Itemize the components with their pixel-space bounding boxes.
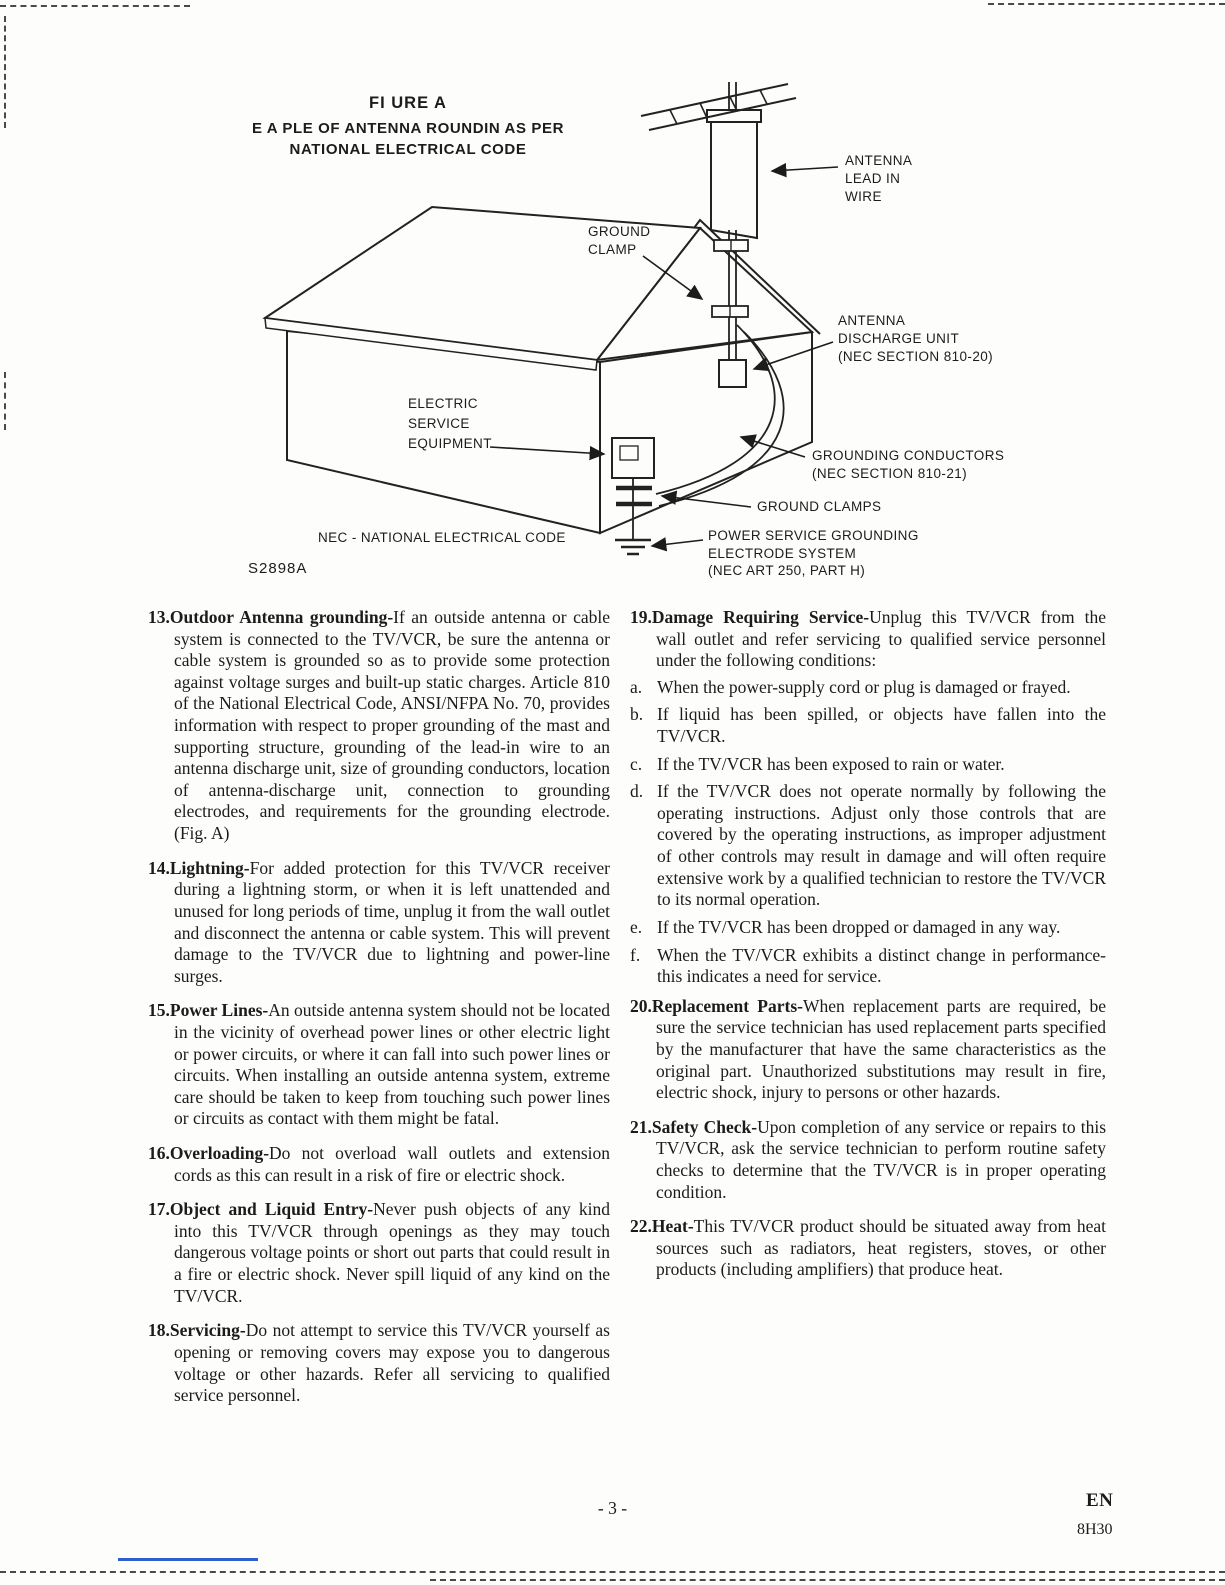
- label-ground-clamp-1: GROUND: [588, 224, 651, 239]
- label-power-service-3: (NEC ART 250, PART H): [708, 563, 866, 578]
- condition-item-f: [630, 945, 1106, 988]
- instruction-item-15: [148, 1000, 610, 1130]
- instruction-item-19: [630, 607, 1106, 988]
- footer-lang: EN: [1086, 1490, 1114, 1511]
- label-antenna-lead-in-1: ANTENNA: [845, 153, 913, 168]
- scan-mark-blue: [118, 1558, 258, 1561]
- condition-letter: d.: [630, 781, 644, 802]
- page-number: - 3 -: [597, 1498, 628, 1518]
- label-ground-clamps: GROUND CLAMPS: [757, 499, 882, 514]
- item-number: 15.: [148, 1000, 170, 1021]
- label-discharge-unit-3: (NEC SECTION 810-20): [838, 349, 994, 364]
- instruction-item-19-head: [630, 607, 1106, 672]
- label-power-service-1: POWER SERVICE GROUNDING: [708, 528, 919, 543]
- item-title: Heat-: [651, 1216, 694, 1237]
- item-title: Damage Requiring Service-: [651, 607, 870, 627]
- condition-letter: a.: [630, 676, 643, 697]
- label-antenna-lead-in-2: LEAD IN: [845, 171, 901, 186]
- instruction-item-16: [148, 1143, 610, 1186]
- instructions: [148, 607, 1106, 1420]
- figure-subtitle-line1: E A PLE OF ANTENNA ROUNDIN AS PER: [251, 120, 565, 137]
- item-text: For added protection for this TV/VCR receiver during a lightning storm, or when it is left unattended and unused for long periods of time, unplug it from the wall outlet and disconnect the antenna or cable system. This will prevent damage to the TV/VCR due to lightning and power-line surges.: [174, 857, 610, 986]
- item-title: Overloading-: [169, 1143, 270, 1164]
- antenna-discharge-unit-box: [719, 360, 746, 387]
- ground-clamp-upper: [714, 240, 748, 251]
- item-number: 16.: [148, 1143, 170, 1164]
- condition-text: When the power-supply cord or plug is damaged or frayed.: [657, 676, 1071, 697]
- item-number: 13.: [148, 607, 170, 627]
- label-ground-clamp-2: CLAMP: [588, 242, 637, 257]
- condition-letter: b.: [630, 704, 644, 725]
- item-text: Do not overload wall outlets and extension cords as this can result in a risk of fire or electric shock.: [174, 1143, 610, 1185]
- item-text: This TV/VCR product should be situated away from heat sources such as radiators, heat registers, stoves, or other products (including amplifiers) that produce heat.: [656, 1216, 1106, 1280]
- item-text: Do not attempt to service this TV/VCR yourself as opening or removing covers may expose you to dangerous voltage or other hazards. Refer all servicing to qualified service personnel.: [174, 1320, 610, 1406]
- left-column: [148, 607, 610, 1420]
- label-power-service-2: ELECTRODE SYSTEM: [708, 546, 857, 561]
- condition-text: When the TV/VCR exhibits a distinct change in performance-this indicates a need for service.: [657, 944, 1106, 987]
- condition-text: If the TV/VCR has been exposed to rain or water.: [657, 753, 1005, 774]
- label-nec-note: NEC - NATIONAL ELECTRICAL CODE: [318, 530, 566, 545]
- condition-item-b: [630, 704, 1106, 747]
- condition-text: If the TV/VCR does not operate normally by following the operating instructions. Adjust only those controls that are covered by the operating instructions, as improper adjustment of other controls may result in damage and will often require extensive work by a qualified technician to restore the TV/VCR to its normal operation.: [657, 781, 1106, 910]
- item-text: If an outside antenna or cable system is connected to the TV/VCR, be sure the antenna or cable system is grounded so as to provide some protection against voltage surges and built-up static charges. Article 810 of the National Electrical Code, ANSI/NFPA No. 70, provides information with respect to proper grounding of the mast and supporting structure, grounding of the lead-in wire to an antenna discharge unit, size of grounding conductors, location of antenna-discharge unit, connection to grounding electrodes, and requirements for the grounding electrode. (Fig. A): [174, 607, 610, 844]
- footer-code: 8H30: [1077, 1521, 1113, 1538]
- condition-letter: f.: [630, 944, 641, 965]
- label-diagram-code: S2898A: [248, 560, 308, 577]
- instruction-item-13: [148, 607, 610, 845]
- condition-item-e: [630, 917, 1106, 939]
- instruction-item-21: [630, 1117, 1106, 1203]
- label-discharge-unit-1: ANTENNA: [838, 313, 906, 328]
- scan-mark: [0, 1571, 1225, 1573]
- condition-letter: c.: [630, 753, 643, 774]
- instruction-item-18: [148, 1320, 610, 1406]
- instruction-item-20: [630, 996, 1106, 1104]
- label-electric-service-2: SERVICE: [408, 416, 470, 431]
- instruction-item-22: [630, 1216, 1106, 1281]
- item-title: Power Lines-: [169, 1000, 269, 1021]
- item-number: 19.: [630, 607, 652, 627]
- label-grounding-conductors-1: GROUNDING CONDUCTORS: [812, 448, 1005, 463]
- figure-title: FI URE A: [369, 94, 447, 112]
- instruction-item-14: [148, 858, 610, 988]
- scan-mark: [0, 5, 190, 7]
- label-antenna-lead-in-3: WIRE: [845, 189, 882, 204]
- condition-text: If liquid has been spilled, or objects have fallen into the TV/VCR.: [657, 704, 1106, 747]
- ground-clamp-lower: [712, 306, 748, 317]
- item-text: An outside antenna system should not be located in the vicinity of overhead power lines or other electric light or power circuits, or where it can fall into such power lines or circuits. When installing an outside antenna system, extreme care should be taken to keep from touching such power lines or circuits as contact with them might be fatal.: [174, 1000, 610, 1129]
- label-electric-service-1: ELECTRIC: [408, 396, 478, 411]
- item-title: Lightning-: [169, 857, 250, 878]
- instruction-item-17: [148, 1199, 610, 1307]
- condition-letter: e.: [630, 916, 643, 937]
- scan-mark: [430, 1579, 1225, 1581]
- item-number: 20.: [630, 995, 652, 1016]
- label-discharge-unit-2: DISCHARGE UNIT: [838, 331, 960, 346]
- label-electric-service-3: EQUIPMENT: [408, 436, 492, 451]
- antenna-grounding-diagram: [0, 70, 1225, 605]
- condition-item-a: [630, 677, 1106, 699]
- item-title: Outdoor Antenna grounding-: [169, 607, 394, 627]
- item-text: Never push objects of any kind into this TV/VCR through openings as they may touch dangerous voltage points or short out parts that could result in a fire or electric shock. Never spill liquid of any kind on the TV/VCR.: [174, 1199, 610, 1306]
- item-text: Unplug this TV/VCR from the wall outlet and refer servicing to qualified service personnel under the following conditions:: [656, 607, 1106, 671]
- figure-subtitle-line2: NATIONAL ELECTRICAL CODE: [289, 141, 527, 158]
- item-number: 22.: [630, 1216, 652, 1237]
- condition-item-d: [630, 781, 1106, 911]
- condition-text: If the TV/VCR has been dropped or damaged in any way.: [657, 916, 1061, 937]
- item-title: Replacement Parts-: [651, 995, 803, 1016]
- chimney: [707, 110, 761, 238]
- item-title: Servicing-: [169, 1320, 246, 1341]
- right-column: [630, 607, 1106, 1420]
- item-title: Object and Liquid Entry-: [169, 1199, 374, 1220]
- item-number: 21.: [630, 1116, 652, 1137]
- item-title: Safety Check-: [651, 1116, 758, 1137]
- item-number: 14.: [148, 857, 170, 878]
- scan-mark: [988, 3, 1225, 5]
- item-text: Upon completion of any service or repairs to this TV/VCR, ask the service technician to perform routine safety checks to determine that the TV/VCR is in proper operating condition.: [656, 1116, 1107, 1202]
- condition-item-c: [630, 754, 1106, 776]
- item-number: 17.: [148, 1199, 170, 1220]
- electric-service-equipment-box: [612, 438, 654, 478]
- label-grounding-conductors-2: (NEC SECTION 810-21): [812, 466, 968, 481]
- item-text: When replacement parts are required, be sure the service technician has used replacement parts specified by the manufacturer that have the same characteristics as the original part. Unauthorized substitutions may result in fire, electric shock, injury to persons or other hazards.: [656, 995, 1107, 1103]
- item-number: 18.: [148, 1320, 170, 1341]
